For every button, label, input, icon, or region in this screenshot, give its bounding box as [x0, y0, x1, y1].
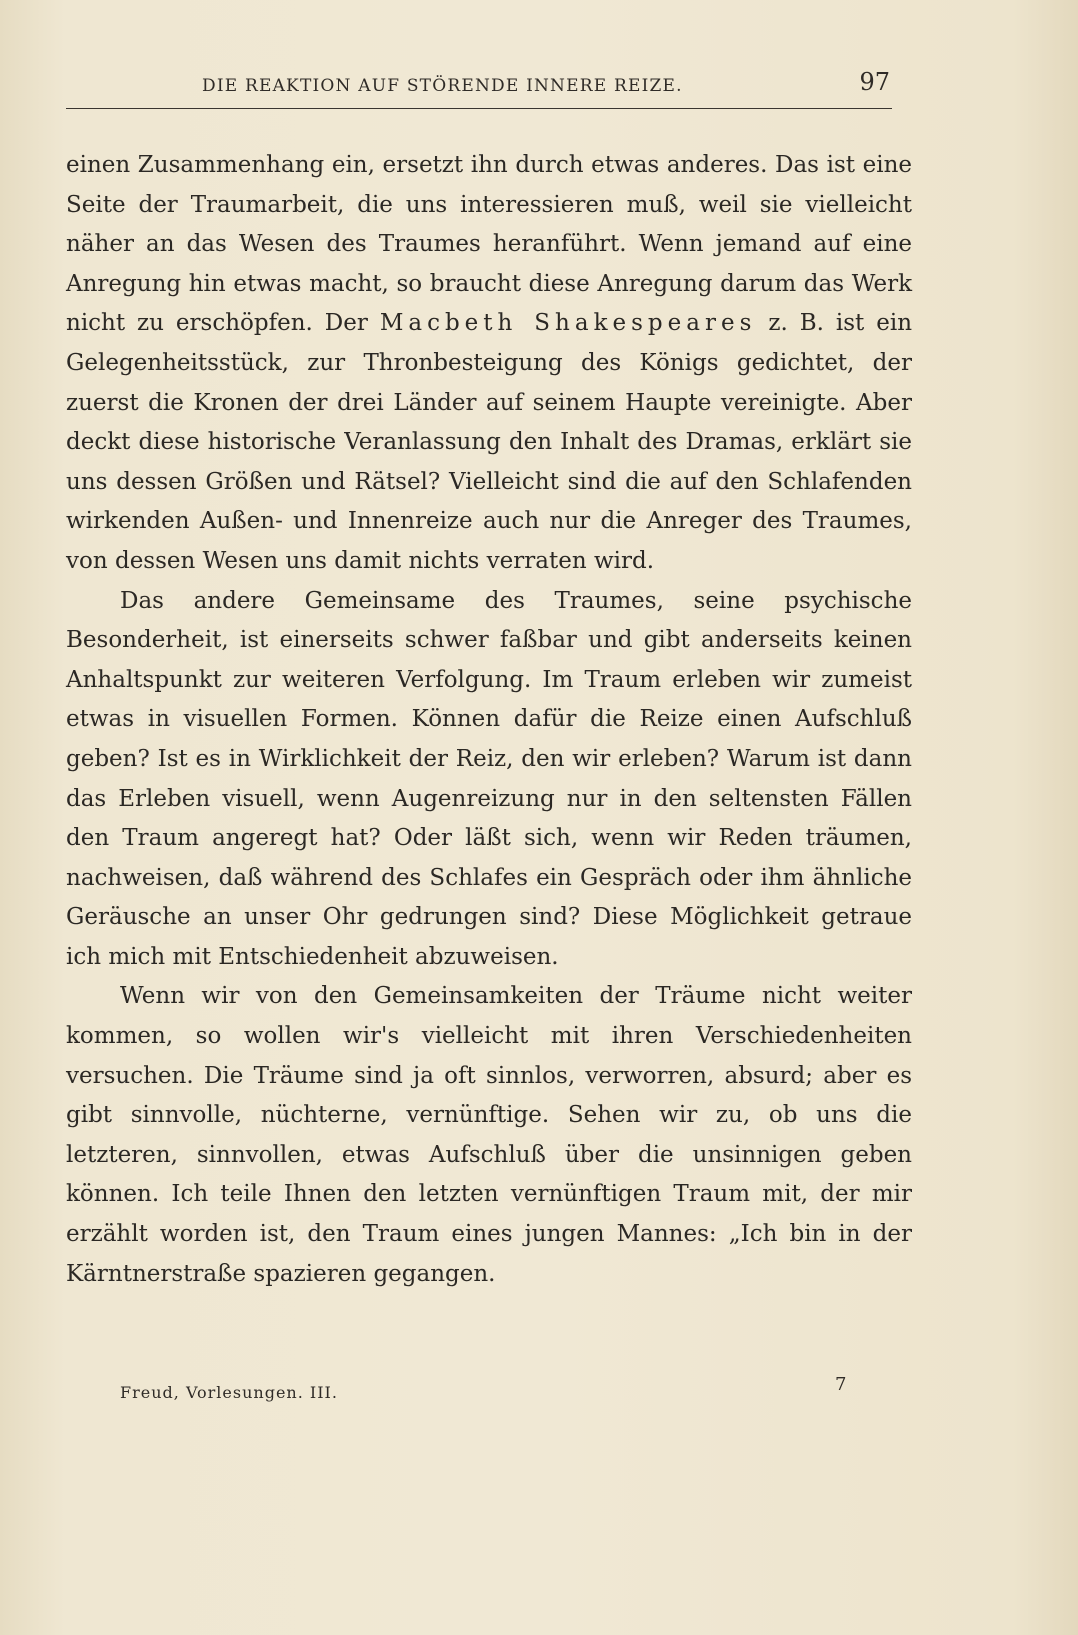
page-number: 97: [859, 68, 890, 96]
sheet-signature-mark: 7: [835, 1374, 847, 1395]
paragraph-2-text: Das andere Gemeinsame des Traumes, seine psychische Besonderheit, ist einerseits schwer faßbar und gibt anderseits keinen Anhaltspunkt zur weiteren Verfolgung. Im Traum erleben wir zumeist etwas in visuellen Formen. Können dafür die Reize einen Aufschluß geben? Ist es in Wirklichkeit der Reiz, den wir erleben? Warum ist dann das Erleben visuell, wenn Augenreizung nur in den seltensten Fällen den Traum angeregt hat? Oder läßt sich, wenn wir Reden träumen, nachweisen, daß während des Schlafes ein Gespräch oder ihm ähnliche Geräusche an unser Ohr gedrungen sind? Diese Möglichkeit getraue ich mich mit Entschiedenheit abzuweisen.: [66, 587, 912, 970]
paragraph-3: [66, 977, 912, 1294]
running-head: DIE REAKTION AUF STÖRENDE INNERE REIZE.: [202, 76, 683, 96]
spaced-title-macbeth: Macbeth Shakespeares: [379, 310, 757, 337]
page-header: [66, 64, 892, 109]
footer-signature-note: Freud, Vorlesungen. III.: [120, 1383, 338, 1402]
paragraph-3-text: Wenn wir von den Gemeinsamkeiten der Träume nicht weiter kommen, so wollen wir's vielleicht mit ihren Verschiedenheiten versuchen. Die Träume sind ja oft sinnlos, verworren, absurd; aber es gibt sinnvolle, nüchterne, vernünftige. Sehen wir zu, ob uns die letzteren, sinnvollen, etwas Aufschluß über die unsinnigen geben können. Ich teile Ihnen den letzten vernünftigen Traum mit, der mir erzählt worden ist, den Traum eines jungen Mannes: „Ich bin in der Kärntnerstraße spazieren gegangen.: [66, 983, 912, 1287]
paragraph-2: [66, 582, 912, 978]
body-text: [66, 146, 912, 1294]
paragraph-1-part-2: z. B. ist ein Gelegenheitsstück, zur Thronbesteigung des Königs gedichtet, der zuerst die Kronen der drei Länder auf seinem Haupte vereinigte. Aber deckt diese historische Veranlassung den Inhalt des Dramas, erklärt sie uns dessen Größen und Rätsel? Vielleicht sind die auf den Schlafenden wirkenden Außen- und Innenreize auch nur die Anreger des Traumes, von dessen Wesen uns damit nichts verraten wird.: [66, 310, 913, 574]
paragraph-1: [66, 146, 912, 582]
paragraph-1-part-1: einen Zusammenhang ein, ersetzt ihn durch etwas anderes. Das ist eine Seite der Traumarbeit, die uns interessieren muß, weil sie vielleicht näher an das Wesen des Traumes heranführt. Wenn jemand auf eine Anregung hin etwas macht, so braucht diese Anregung darum das Werk nicht zu erschöpfen. Der: [66, 152, 912, 337]
